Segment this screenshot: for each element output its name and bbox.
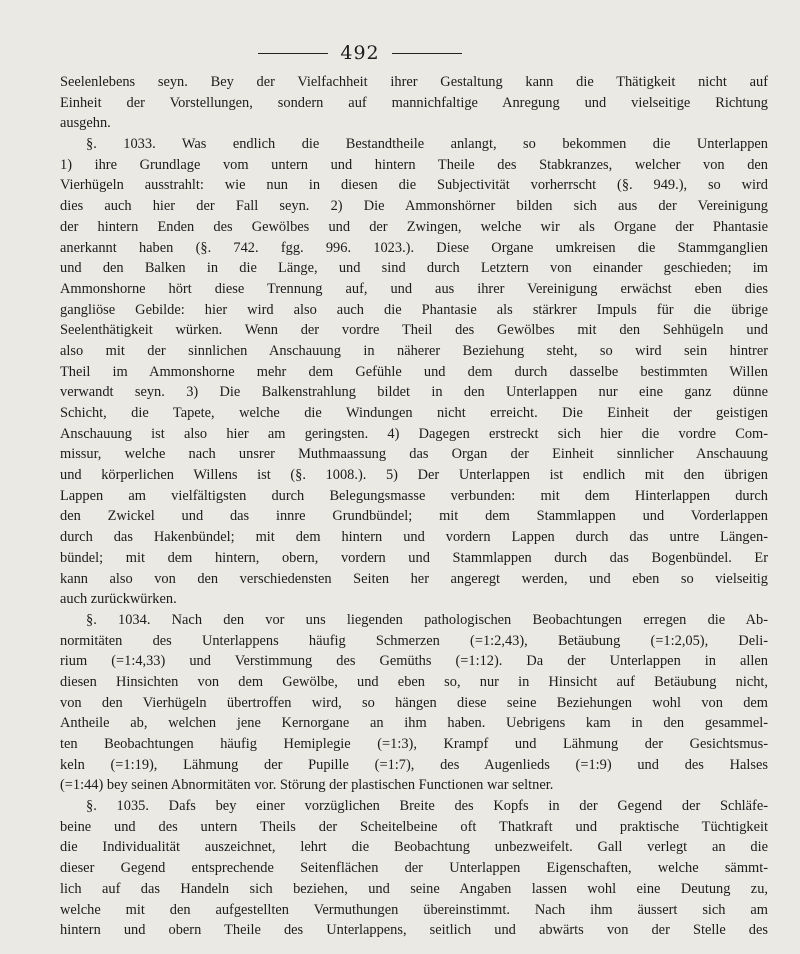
text-line: bündel; mit dem hintern, obern, vordern und Stammlappen durch das Bogenbündel. Er <box>60 549 768 566</box>
text-line: hintern und obern Theile des Unterlappens, seitlich und abwärts von der Stelle des <box>60 922 768 939</box>
text-line: den Zwickel und das innre Grundbündel; mit dem Stammlappen und Vorderlappen <box>60 508 768 525</box>
text-line: §. 1033. Was endlich die Bestandtheile anlangt, so bekommen die Unterlappen <box>86 136 768 153</box>
text-line: kann also von den verschiedensten Seiten her angeregt werden, und eben so vielseitig <box>60 570 768 587</box>
page-number: 492 <box>340 42 380 64</box>
text-line: welche mit den aufgestellten Vermuthungen übereinstimmt. Nach ihm äussert sich am <box>60 901 768 918</box>
text-line: Einheit der Vorstellungen, sondern auf mannichfaltige Anregung und vielseitige Richtung <box>60 94 768 111</box>
text-line: normitäten des Unterlappens häufig Schmerzen (=1:2,43), Betäubung (=1:2,05), Deli- <box>60 632 768 649</box>
header-rule-left <box>258 53 328 54</box>
text-line: von den Vierhügeln übertroffen wird, so hängen diese seine Beziehungen wohl von dem <box>60 694 768 711</box>
text-line: ten Beobachtungen häufig Hemiplegie (=1:3), Krampf und Lähmung der Gesichtsmus- <box>60 736 768 752</box>
text-line: diesen Hinsichten von dem Gewölbe, und eben so, nur in Hinsicht auf Betäubung nicht, <box>60 673 768 690</box>
text-line: ausgehn. <box>60 115 111 132</box>
text-line: durch das Hakenbündel; mit dem hintern und vordern Lappen durch das untre Längen- <box>60 529 768 546</box>
text-line: 1) ihre Grundlage vom untern und hintern Theile des Stabkranzes, welcher von den <box>60 156 768 173</box>
text-line: dieser Gegend entsprechende Seitenflächen der Unterlappen Eigenschaften, welche sämmt- <box>60 860 768 877</box>
text-line: Theil im Ammonshorne mehr dem Gefühle und dem durch dasselbe bestimmten Willen <box>60 363 768 380</box>
text-line: Antheile ab, welchen jene Kernorgane an ihm haben. Uebrigens kam in den gesammel- <box>60 715 768 732</box>
page-header <box>210 36 510 70</box>
text-line: Seelenlebens seyn. Bey der Vielfachheit ihrer Gestaltung kann die Thätigkeit nicht auf <box>60 74 768 90</box>
text-line: der hintern Enden des Gewölbes und der Zwingen, welche wir als Organe der Phantasie <box>60 218 768 235</box>
header-rule-right <box>392 53 462 54</box>
text-line: lich auf das Handeln sich beziehen, und seine Angaben lassen wohl eine Deutung zu, <box>60 880 768 897</box>
page-body-text <box>60 72 768 941</box>
text-line: auch zurückwürken. <box>60 591 177 608</box>
text-line: Vierhügeln ausstrahlt: wie nun in diesen die Subjectivität vorherrscht (§. 949.), so wird <box>60 177 768 194</box>
text-line: Ammonshorne hört diese Trennung auf, und aus ihrer Vereinigung erwächst eben dies <box>60 280 768 297</box>
text-line: Seelenthätigkeit würken. Wenn der vordre Theil des Gewölbes mit den Sehhügeln und <box>60 322 768 339</box>
text-line: missur, welche nach unsrer Muthmaassung das Organ der Einheit sinnlicher Anschauung <box>60 446 768 463</box>
text-line: §. 1034. Nach den vor uns liegenden pathologischen Beobachtungen erregen die Ab- <box>86 611 768 628</box>
text-line: dies auch hier der Fall seyn. 2) Die Ammonshörner bilden sich aus der Vereinigung <box>60 198 768 215</box>
text-line: beine und des untern Theils der Scheitelbeine oft Thatkraft und praktische Tüchtigkeit <box>60 818 768 835</box>
text-line: (=1:44) bey seinen Abnormitäten vor. Störung der plastischen Functionen war seltner. <box>60 777 554 794</box>
text-line: Schicht, die Tapete, welche die Windungen nicht erreicht. Die Einheit der geistigen <box>60 405 768 421</box>
text-line: Lappen am vielfältigsten durch Belegungsmasse verbunden: mit dem Hinterlappen durch <box>60 487 768 504</box>
text-line: und körperlichen Willens ist (§. 1008.). 5) Der Unterlappen ist endlich mit den übrigen <box>60 467 768 484</box>
text-line: gangliöse Gebilde: hier wird also auch die Phantasie als stärkrer Impuls für die übrige <box>60 301 768 318</box>
text-line: die Individualität auszeichnet, lehrt die Beobachtung unbezweifelt. Gall verlegt an die <box>60 839 768 856</box>
text-line: und den Balken in die Länge, und sind durch Letztern von einander geschieden; im <box>60 260 768 277</box>
text-line: verwandt seyn. 3) Die Balkenstrahlung bildet in den Unterlappen nur eine ganz dünne <box>60 384 768 401</box>
text-line: rium (=1:4,33) und Verstimmung des Gemüths (=1:12). Da der Unterlappen in allen <box>60 653 768 670</box>
text-line: Anschauung ist also hier am geringsten. 4) Dagegen erstreckt sich hier die vordre Com- <box>60 425 768 442</box>
text-line: keln (=1:19), Lähmung der Pupille (=1:7), des Augenlieds (=1:9) und des Halses <box>60 756 768 773</box>
text-line: §. 1035. Dafs bey einer vorzüglichen Breite des Kopfs in der Gegend der Schläfe- <box>86 798 768 815</box>
text-line: anerkannt haben (§. 742. fgg. 996. 1023.). Diese Organe umkreisen die Stammganglien <box>60 239 768 256</box>
text-line: also mit der sinnlichen Anschauung in näherer Beziehung steht, so wird sein hintrer <box>60 342 768 359</box>
